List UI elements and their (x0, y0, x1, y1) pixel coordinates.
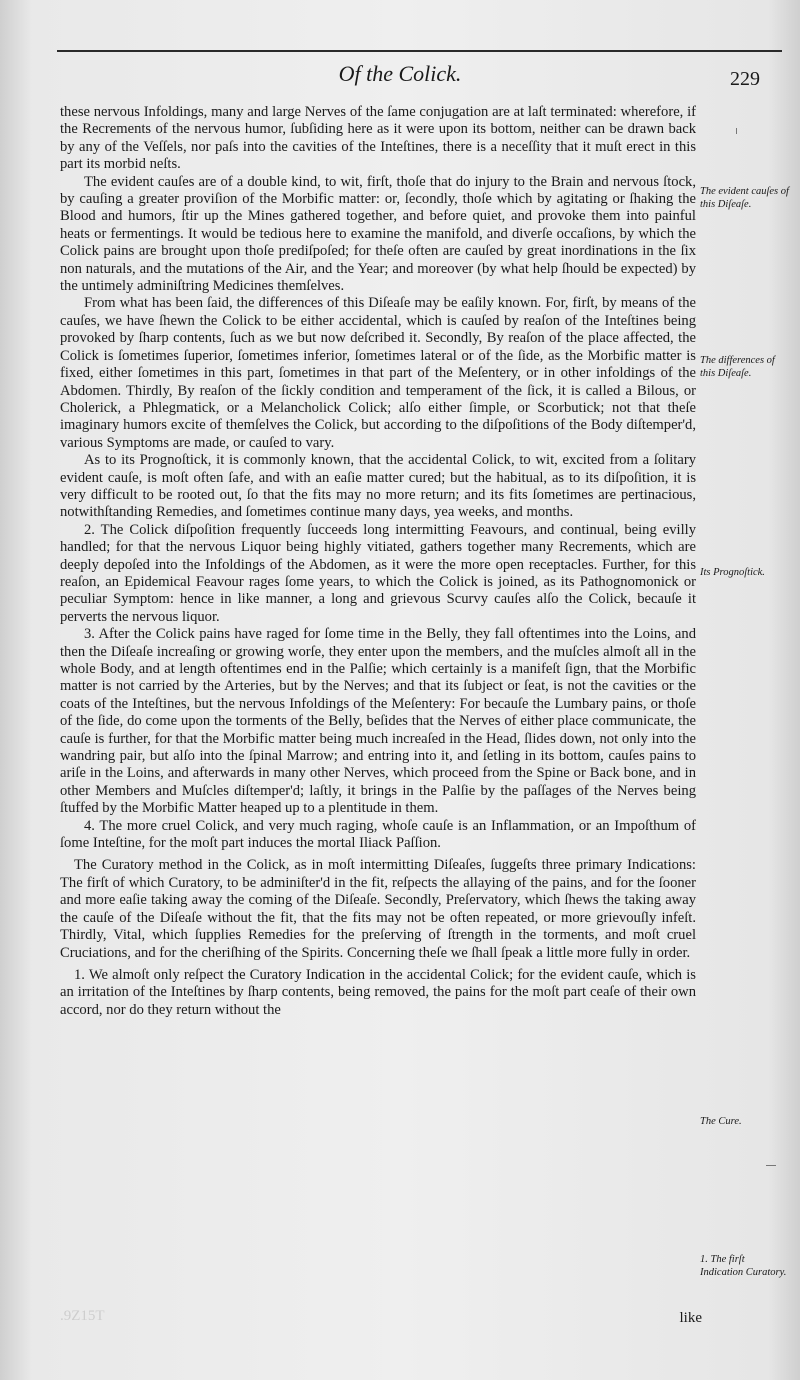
paragraph-point-2: 2. The Colick diſpoſition frequently ſucceeds long intermitting Feavours, and continual, being evilly handled; for that the nervous Liquor being highly vitiated, gathers together many Recrements, which are deeply depoſed into the Infoldings of the Abdomen, as it were the more open receptacles. Further, for this reaſon, an Epidemical Feavour rages ſome years, to which the Colick is joined, as its Pathognomonick or peculiar Symptom: hence in like manner, a long and grievous Scurvy cauſes alſo the Colick, becauſe it perverts the nervous liquor. (60, 521, 696, 625)
running-title: Of the Colick. (338, 61, 462, 86)
paragraph-first-indication: 1. We almoſt only reſpect the Curatory Indication in the accidental Colick; for the evident cauſe, which is an irritation of the Inteſtines by ſharp contents, being removed, the pains for the moſt part ceaſe of their own accord, nor do they return without the (60, 966, 696, 1018)
margin-note-differences: The differences of this Diſeaſe. (700, 355, 775, 379)
margin-note-evident-causes: The evident cauſes of this Diſeaſe. (700, 186, 789, 210)
paragraph-evident-causes: The evident cauſes are of a double kind, to wit, firſt, thoſe that do injury to the Brain and nervous ſtock, by cauſing a greater proviſion of the Morbific matter: or, ſecondly, thoſe which by agitating or ſhaking the Blood and humors, ſtir up the Mines gathered together, and before quiet, and provoke them into painful heats or fermentings. It would be tedious here to examine the manifold, and diverſe occaſions, by which the Colick pains are brought upon thoſe prediſpoſed; for theſe often are cauſed by great inordinations in the ſix non naturals, and the mutations of the Air, and the Year; and moreover (by what help ſhould be expected) by the untimely adminiſtring Medicines themſelves. (60, 173, 696, 295)
bleed-through-text: .9Z15T (60, 1308, 105, 1324)
paragraph-point-3: 3. After the Colick pains have raged for ſome time in the Belly, they fall oftentimes into the Loins, and then the Diſeaſe increaſing or growing worſe, they enter upon the members, and the muſcles almoſt all in the whole Body, and at length oftentimes end in the Palſie; which certainly is a manifeſt ſign, that the Morbific matter is not carried by the Arteries, but by the Nerves; and that its ſubject or ſeat, is not the cavities or the coats of the Inteſtines, but the nervous Infoldings of the Meſentery: For becauſe the Lumbary pains, or thoſe of the ſide, do come upon the torments of the Belly, beſides that the Nerves of either place communicate, the cauſe is further, for that the Morbific matter being much increaſed in the Head, ſlides down, not only into the wandring pair, but alſo into the ſpinal Marrow; and entring into it, and ſetling in its bottom, cauſes pains to ariſe in the Loins, and afterwards in many other Nerves, which proceed from the Spine or Back bone, and in other Members and Muſcles diſtemper'd; laſtly, it brings in the Palſie by the paſſages of the Nerves being ſtuffed by the Morbific Matter heaped up to a plentitude in them. (60, 626, 696, 817)
catchword: like (679, 1310, 702, 1326)
margin-note-first-indication: 1. The firſt Indication Curatory. (700, 1254, 787, 1278)
header-rule (57, 50, 782, 52)
paragraph-point-4: 4. The more cruel Colick, and very much raging, whoſe cauſe is an Inflammation, or an Impoſthum of ſome Inteſtine, for the moſt part induces the mortal Iliack Paſſion. (60, 817, 696, 852)
paragraph-continuation: these nervous Infoldings, many and large Nerves of the ſame conjugation are at laſt terminated: wherefore, if the Recrements of the nervous humor, ſubſiding here as it were upon its bottom, neither can be drawn back by any of the Veſſels, nor paſs into the cavities of the Inteſtines, there is a neceſſity that it muſt erect in this part its morbid neſts. (60, 104, 696, 173)
page-number: 229 (730, 68, 760, 90)
paragraph-prognostick: As to its Prognoſtick, it is commonly known, that the accidental Colick, to wit, excited from a ſolitary evident cauſe, is moſt often ſafe, and with an eaſie matter cured; but the habitual, as to its diſpoſition, it is very difficult to be rooted out, ſo that the fits may no more return; and its fits ſometimes are pertinacious, notwithſtanding Remedies, and ſometimes continue many days, yea weeks, and months. (60, 452, 696, 521)
body-text (60, 104, 696, 1019)
margin-note-cure: The Cure. (700, 1116, 742, 1127)
margin-note-prognostick: Its Prognoſtick. (700, 567, 765, 578)
paragraph-curatory-method: The Curatory method in the Colick, as in moſt intermitting Diſeaſes, ſuggeſts three primary Indications: The firſt of which Curatory, to be adminiſter'd in the fit, reſpects the allaying of the pains, and for the ſooner and more eaſie taking away the coming of the Diſeaſe. Secondly, Preſervatory, which ſhews the taking away the cauſe of the Diſeaſe without the fit, that the fits may not be often repeated, or more grievouſly infeſt. Thirdly, Vital, which ſupplies Remedies for the preſerving of ſtrength in the torments, and moſt cruel Cruciations, and for the cheriſhing of the Spirits. Concerning theſe we ſhall ſpeak a little more fully in order. (60, 857, 696, 961)
page-speck (766, 1165, 776, 1166)
page-speck (736, 128, 737, 134)
paragraph-differences: From what has been ſaid, the differences of this Diſeaſe may be eaſily known. For, firſt, by means of the cauſes, we have ſhewn the Colick to be either accidental, which is cauſed by reaſon of the Inteſtines being provoked by ſharp contents, ſuch as we but now deſcribed it. Secondly, By reaſon of the place affected, the Colick is ſometimes ſuperior, ſometimes inferior, ſometimes lateral or of the ſide, as the Morbific matter is fixed, either ſometimes in this part, ſometimes in that part of the Meſentery, or in other infoldings of the Abdomen. Thirdly, By reaſon of the ſickly condition and temperament of the ſick, it is called a Bilous, or Cholerick, a Phlegmatick, or a Melancholick Colick; alſo either ſimple, or Scorbutick; not that theſe imaginary humors excite of themſelves the Colick, but according to the diſpoſitions of the Body diſtemper'd, various Symptoms are made, or cauſed to vary. (60, 295, 696, 451)
